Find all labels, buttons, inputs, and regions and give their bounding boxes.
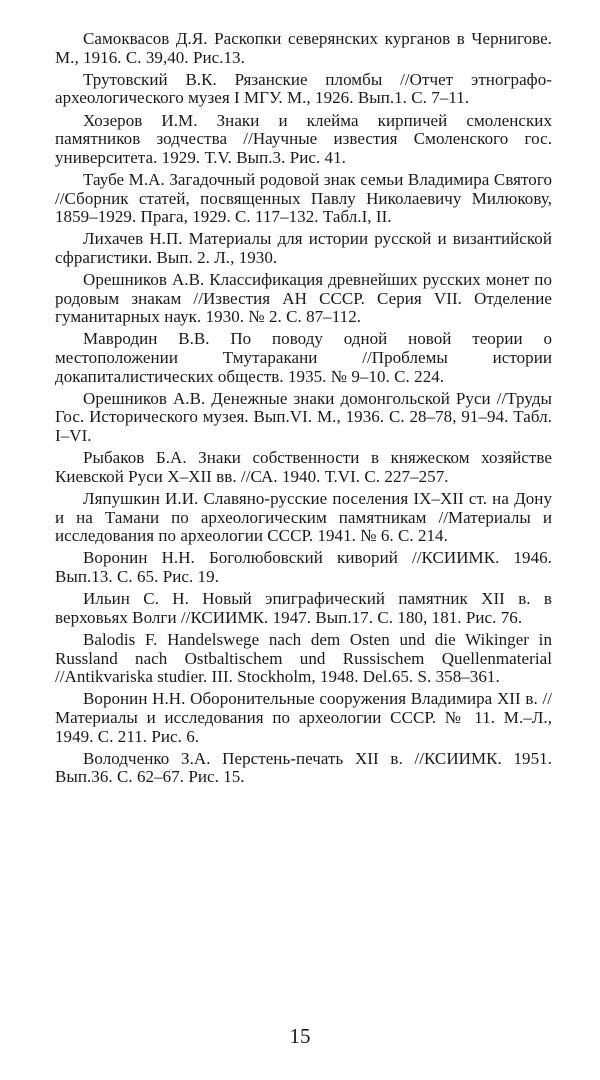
bibliography-entry: Balodis F. Handelswege nach dem Osten und die Wikinger in Russland nach Ostbaltischem und Russischem Quellenmaterial //Antikvariska studier. III. Stockholm, 1948. Del.65. S. 358–361. xyxy=(55,629,552,687)
bibliography-entry: Орешников А.В. Классификация древнейших русских монет по родовым знакам //Известия АН СССР. Серия VII. Отделение гуманитарных наук. 1930. № 2. С. 87–112. xyxy=(55,270,552,327)
bibliography-entry: Рыбаков Б.А. Знаки собственности в княжеском хозяйстве Киевской Руси X–XII вв. //СА. 1940. Т.VI. С. 227–257. xyxy=(55,448,552,486)
bibliography-entry: Трутовский В.К. Рязанские пломбы //Отчет этнографо-археологического музея I МГУ. М., 1926. Вып.1. С. 7–11. xyxy=(55,69,552,108)
bibliography-entry: Ильин С. Н. Новый эпиграфический памятник XII в. в верховьях Волги //КСИИМК. 1947. Вып.17. С. 180, 181. Рис. 76. xyxy=(55,589,552,627)
bibliography-entry: Володченко З.А. Перстень-печать XII в. //КСИИМК. 1951. Вып.36. С. 62–67. Рис. 15. xyxy=(55,748,552,787)
page-number: 15 xyxy=(289,1024,311,1048)
bibliography-list xyxy=(55,30,552,790)
bibliography-entry: Лихачев Н.П. Материалы для истории русской и византийской сфрагистики. Вып. 2. Л., 1930. xyxy=(55,229,552,267)
bibliography-entry: Воронин Н.Н. Боголюбовский киворий //КСИИМК. 1946. Вып.13. С. 65. Рис. 19. xyxy=(55,548,552,586)
bibliography-entry: Таубе М.А. Загадочный родовой знак семьи Владимира Святого //Сборник статей, посвященных Павлу Николаевичу Милюкову, 1859–1929. Прага, 1929. С. 117–132. Табл.I, II. xyxy=(55,169,552,227)
bibliography-entry: Воронин Н.Н. Оборонительные сооружения Владимира XII в. //Материалы и исследования по археологии СССР. № 11. М.–Л., 1949. С. 211. Рис. 6. xyxy=(55,689,552,746)
bibliography-entry: Мавродин В.В. По поводу одной новой теории о местоположении Тмутаракани //Проблемы истории докапиталистических обществ. 1935. № 9–10. С. 224. xyxy=(55,329,552,386)
bibliography-entry: Хозеров И.М. Знаки и клейма кирпичей смоленских памятников зодчества //Научные известия Смоленского гос. университета. 1929. Т.V. Вып.3. Рис. 41. xyxy=(55,110,552,167)
bibliography-entry: Ляпушкин И.И. Славяно-русские поселения IX–XII ст. на Дону и на Тамани по археологическим памятникам //Материалы и исследования по археологии СССР. 1941. № 6. С. 214. xyxy=(55,489,552,546)
bibliography-entry: Орешников А.В. Денежные знаки домонгольской Руси //Труды Гос. Исторического музея. Вып.VI. М., 1936. С. 28–78, 91–94. Табл. I–VI. xyxy=(55,388,552,446)
bibliography-entry: Самоквасов Д.Я. Раскопки северянских курганов в Чернигове. М., 1916. С. 39,40. Рис.13. xyxy=(55,29,552,67)
